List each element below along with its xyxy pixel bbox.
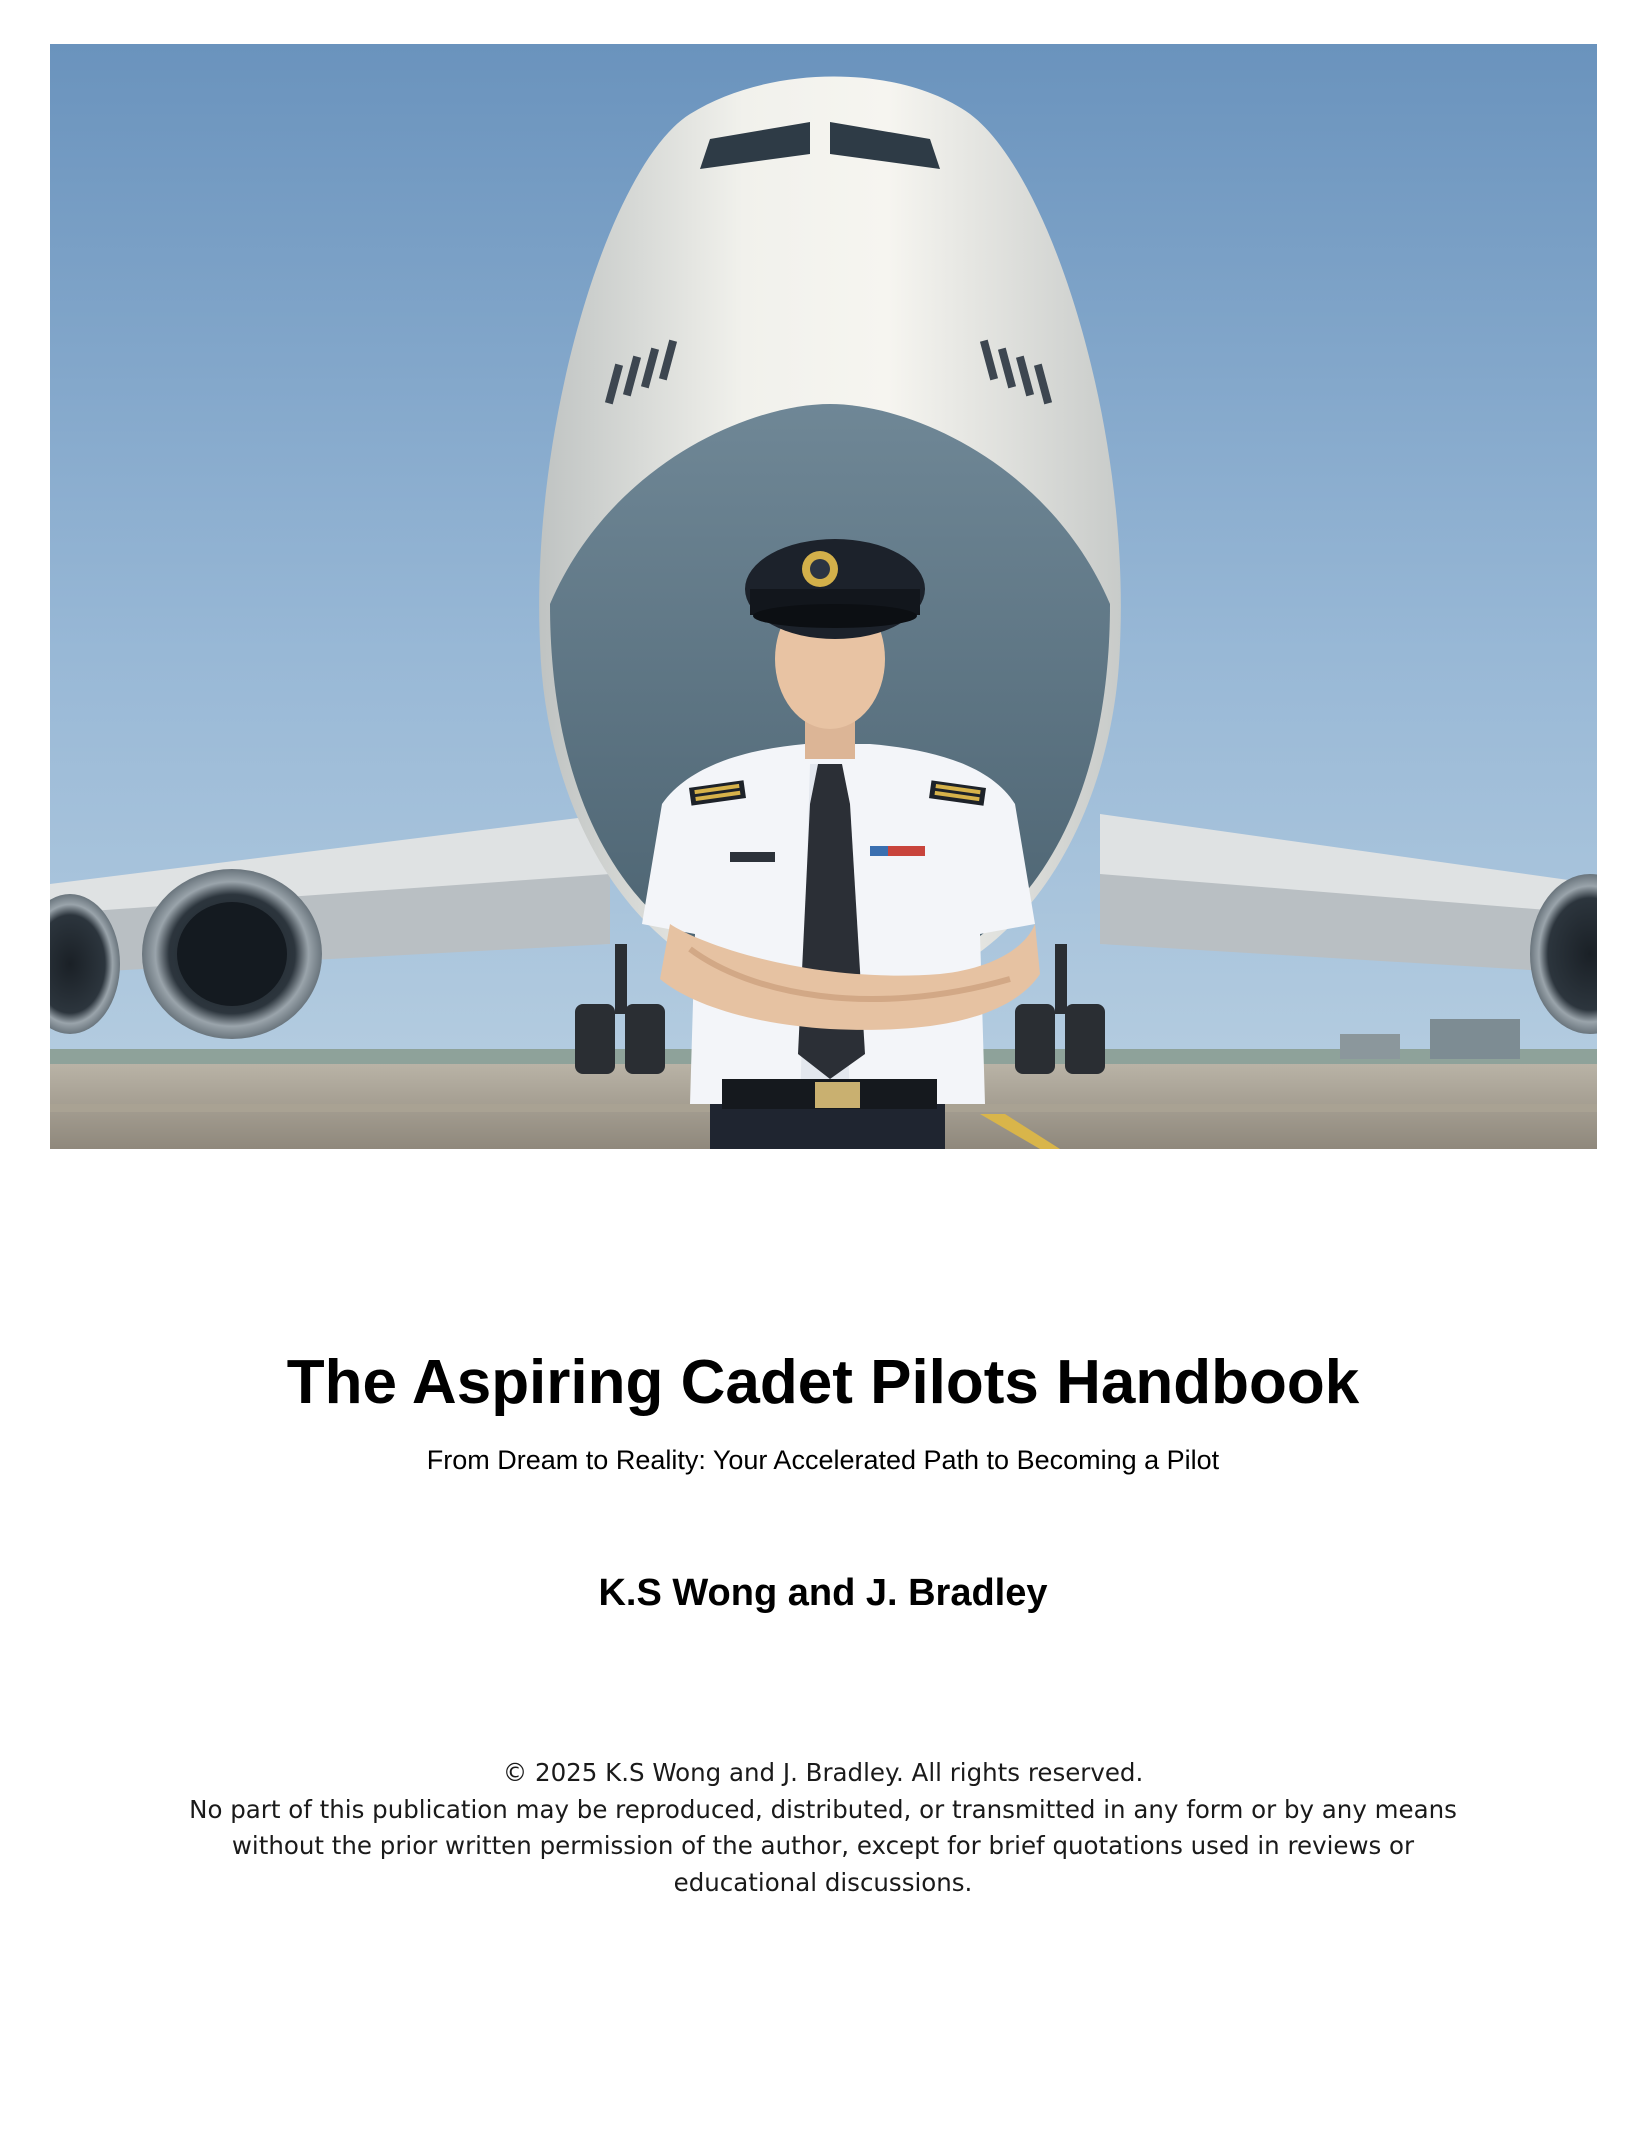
- page-title: The Aspiring Cadet Pilots Handbook: [286, 1348, 1360, 1417]
- authors: K.S Wong and J. Bradley: [598, 1572, 1048, 1614]
- subtitle: From Dream to Reality: Your Accelerated Path to Becoming a Pilot: [426, 1445, 1220, 1475]
- copyright-line: © 2025 K.S Wong and J. Bradley. All rights reserved.: [502, 1758, 1144, 1787]
- rights-statement: No part of this publication may be reproduced, distributed, or transmitted in any form or by any means without the prior written permission of the author, except for brief quotations used in reviews or educational discussions.: [189, 1794, 1457, 1897]
- airliner-and-cadet-pilot-photo: [50, 44, 1597, 1149]
- cover-photo: [50, 44, 1597, 1149]
- copyright-notice: [160, 1755, 1486, 1901]
